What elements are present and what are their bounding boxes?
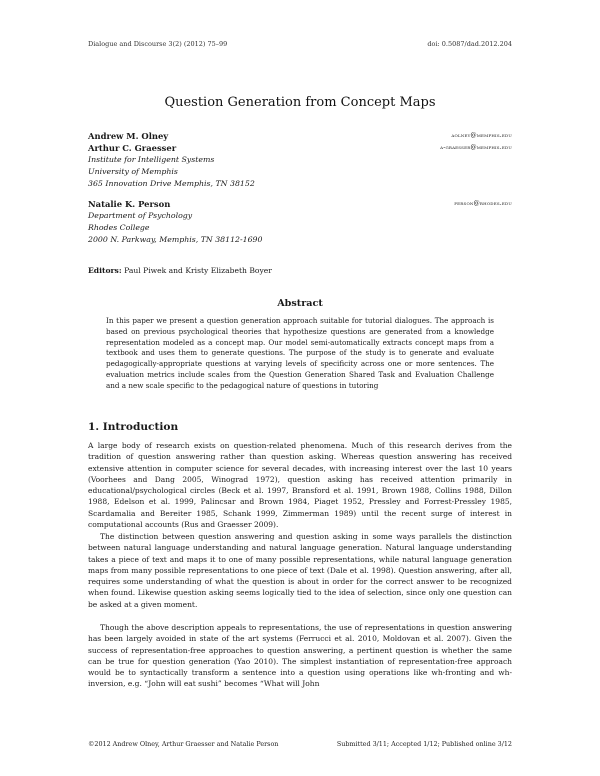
abstract-text: In this paper we present a question generation approach suitable for tutorial dialogues. The approach is based on previous psychological theories that hypothesize questions are generated from a knowledge representation modeled as a concept map. Our model semi-automatically extracts concept maps from a textbook and uses them to generate questions. The purpose of the study is to generate and evaluate pedagogically-appropriate questions at varying levels of specificity across one or more sentences. The evaluation metrics include scales from the Question Generation Shared Task and Evaluation Challenge and a new scale specific to the pedagogical nature of questions in tutoring [106,316,494,390]
editors-names: Paul Piwek and Kristy Elizabeth Boyer [124,266,272,275]
author-name: Arthur C. Graesser [88,143,177,153]
affiliation-line: 2000 N. Parkway, Memphis, TN 38112-1690 [88,235,263,244]
body-paragraph: Though the above description appeals to representations, the use of representations in question answering has been largely avoided in state of the art systems (Ferrucci et al. 2010, Moldovan et al. 2007). Given the success of representation-free approaches to question answering, a pertinent question is whether the same can be true for question generation (Yao 2010). The simplest instantiation of representation-free approach would be to syntactically transform a sentence into a question using operations like wh-fronting and wh-inversion, e.g. “John will eat sushi” becomes “What will John [88,623,512,689]
affiliation-line: Rhodes College [88,223,150,232]
editors-line [88,266,272,275]
editors-label: Editors: [88,266,122,275]
paper-title: Question Generation from Concept Maps [164,95,436,110]
author-name: Andrew M. Olney [88,131,169,141]
affiliation-line: Department of Psychology [88,211,193,220]
copyright-footer: ©2012 Andrew Olney, Arthur Graesser and Natalie Person [88,740,279,748]
author-email[interactable]: aolney@memphis.edu [451,132,512,139]
doi-header: doi: 0.5087/dad.2012.204 [427,40,512,48]
affiliation-line: University of Memphis [88,167,178,176]
author-name: Natalie K. Person [88,199,171,209]
submission-footer: Submitted 3/11; Accepted 1/12; Published online 3/12 [336,740,512,748]
section-heading: 1. Introduction [88,421,179,433]
body-paragraph: The distinction between question answering and question asking in some ways parallels the distinction between natural language understanding and natural language generation. Natural language understanding takes a piece of text and maps it to one of many possible representations, while natural language generation maps from many possible representations to one piece of text (Dale et al. 1998). Question answering, after all, requires some understanding of what the question is about in order for the correct answer to be recognized when found. Likewise question asking seems logically tied to the idea of selection, since only one question can be asked at a given moment. [88,532,512,609]
affiliation-line: 365 Innovation Drive Memphis, TN 38152 [88,179,255,188]
author-email[interactable]: person@rhodes.edu [454,200,512,207]
author-email[interactable]: a-graesser@memphis.edu [440,144,512,151]
abstract-heading: Abstract [277,298,323,309]
body-paragraph: A large body of research exists on question-related phenomena. Much of this research derives from the tradition of question answering rather than question asking. Whereas question answering has received extensive attention in computer science for several decades, with increasing interest over the last 10 years (Voorhees and Dang 2005, Winograd 1972), question asking has received attention primarily in educational/psychological circles (Beck et al. 1997, Bransford et al. 1991, Brown 1988, Collins 1988, Dillon 1988, Edelson et al. 1999, Palincsar and Brown 1984, Piaget 1952, Pressley and Forrest-Pressley 1985, Scardamalia and Bereiter 1985, Schank 1999, Zimmerman 1989) until the recent surge of interest in computational accounts (Rus and Graesser 2009). [88,441,512,530]
affiliation-line: Institute for Intelligent Systems [88,155,215,164]
journal-header: Dialogue and Discourse 3(2) (2012) 75–99 [88,40,228,48]
